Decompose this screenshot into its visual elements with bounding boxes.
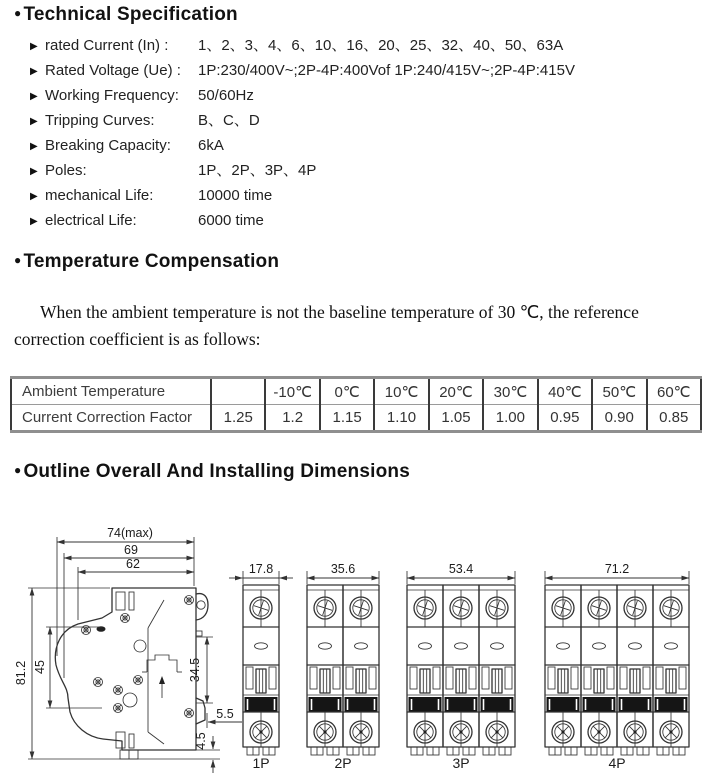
spec-value: 6kA: [198, 137, 224, 154]
spec-row-electrical-life: [30, 208, 575, 233]
table-cell: 10℃: [374, 378, 428, 405]
spec-label: electrical Life:: [45, 212, 137, 229]
spec-value: 6000 time: [198, 212, 264, 229]
arrow-bullet-icon: ▶: [30, 90, 38, 102]
pole-count-label: 3P: [452, 755, 470, 771]
arrow-bullet-icon: ▶: [30, 190, 38, 202]
table-cell: 60℃: [647, 378, 702, 405]
dim-label-5-5: 5.5: [216, 707, 234, 721]
arrow-bullet-icon: ▶: [30, 215, 38, 227]
table-row-values: [11, 405, 701, 432]
table-cell: 1.15: [320, 405, 374, 432]
section-title-temperature: [14, 251, 279, 273]
spec-value: B、C、D: [198, 112, 260, 129]
arrow-bullet-icon: ▶: [30, 140, 38, 152]
spec-value: 1P、2P、3P、4P: [198, 162, 317, 179]
dim-label-17-8: 17.8: [248, 562, 274, 576]
table-cell: Current Correction Factor: [11, 405, 211, 432]
table-cell: 0.95: [538, 405, 592, 432]
table-cell: Ambient Temperature: [11, 378, 211, 405]
spec-value: 50/60Hz: [198, 87, 254, 104]
pole-count-label: 4P: [608, 755, 626, 771]
section-title-outline: [14, 461, 410, 483]
spec-row-mechanical-life: [30, 183, 575, 208]
section-title-technical: [14, 4, 238, 26]
spec-label: rated Current (In) :: [45, 37, 169, 54]
spec-list: [30, 33, 575, 233]
spec-row-working-frequency: [30, 83, 575, 108]
section-title-text: Temperature Compensation: [23, 251, 280, 272]
table-cell: -10℃: [265, 378, 319, 405]
correction-factor-table: [10, 376, 702, 433]
dim-label-74max: 74(max): [107, 526, 153, 540]
dimension-drawings: [0, 510, 712, 782]
spec-label: mechanical Life:: [45, 187, 154, 204]
spec-row-poles: [30, 158, 575, 183]
spec-row-tripping-curves: [30, 108, 575, 133]
pole-count-label: 1P: [252, 755, 270, 771]
spec-value: 10000 time: [198, 187, 273, 204]
arrow-bullet-icon: ▶: [30, 65, 38, 77]
spec-label: Poles:: [45, 162, 87, 179]
table-cell: [211, 378, 265, 405]
front-view-3p: [407, 562, 515, 771]
spec-value: 1P:230/400V~;2P-4P:400Vof 1P:240/415V~;2P-4P:415V: [198, 62, 575, 79]
dim-label-4-5: 4.5: [194, 732, 208, 750]
table-cell: 20℃: [429, 378, 483, 405]
table-cell: 1.00: [483, 405, 537, 432]
table-cell: 1.25: [211, 405, 265, 432]
spec-label: Working Frequency:: [45, 87, 179, 104]
side-view-drawing: [14, 526, 242, 773]
table-cell: 1.10: [374, 405, 428, 432]
bullet-icon: ●: [14, 6, 22, 20]
spec-label: Rated Voltage (Ue) :: [45, 62, 181, 79]
table-cell: 50℃: [592, 378, 646, 405]
spec-label: Breaking Capacity:: [45, 137, 171, 154]
temperature-note: When the ambient temperature is not the baseline temperature of 30 ℃, the reference correction coefficient is as follows:: [14, 301, 639, 350]
front-view-4p: [545, 562, 689, 771]
section-title-text: Outline Overall And Installing Dimensions: [23, 461, 410, 482]
front-view-2p: [307, 562, 379, 771]
up-arrow-icon: [159, 676, 165, 684]
dim-label-69: 69: [124, 543, 138, 557]
table-cell: 0.90: [592, 405, 646, 432]
spec-label: Tripping Curves:: [45, 112, 155, 129]
bullet-icon: ●: [14, 253, 22, 267]
dim-label-62: 62: [126, 557, 140, 571]
dim-label-71-2: 71.2: [604, 562, 630, 576]
arrow-bullet-icon: ▶: [30, 165, 38, 177]
spec-row-breaking-capacity: [30, 133, 575, 158]
dim-label-34-5: 34.5: [188, 657, 202, 683]
table-cell: 0℃: [320, 378, 374, 405]
table-cell: 1.05: [429, 405, 483, 432]
table-cell: 1.2: [265, 405, 319, 432]
arrow-bullet-icon: ▶: [30, 40, 38, 52]
table-row-header: [11, 378, 701, 405]
table-cell: 30℃: [483, 378, 537, 405]
table-cell: 0.85: [647, 405, 702, 432]
dim-label-35-6: 35.6: [330, 562, 356, 576]
spec-row-rated-current: [30, 33, 575, 58]
front-view-1p: [229, 562, 293, 771]
dim-label-45: 45: [33, 660, 47, 674]
spec-value: 1、2、3、4、6、10、16、20、25、32、40、50、63A: [198, 37, 564, 54]
dim-label-53-4: 53.4: [448, 562, 474, 576]
table-cell: 40℃: [538, 378, 592, 405]
arrow-bullet-icon: ▶: [30, 115, 38, 127]
pole-count-label: 2P: [334, 755, 352, 771]
spec-row-rated-voltage: [30, 58, 575, 83]
dim-label-81-2: 81.2: [14, 660, 28, 686]
bullet-icon: ●: [14, 463, 22, 477]
section-title-text: Technical Specification: [23, 4, 238, 25]
